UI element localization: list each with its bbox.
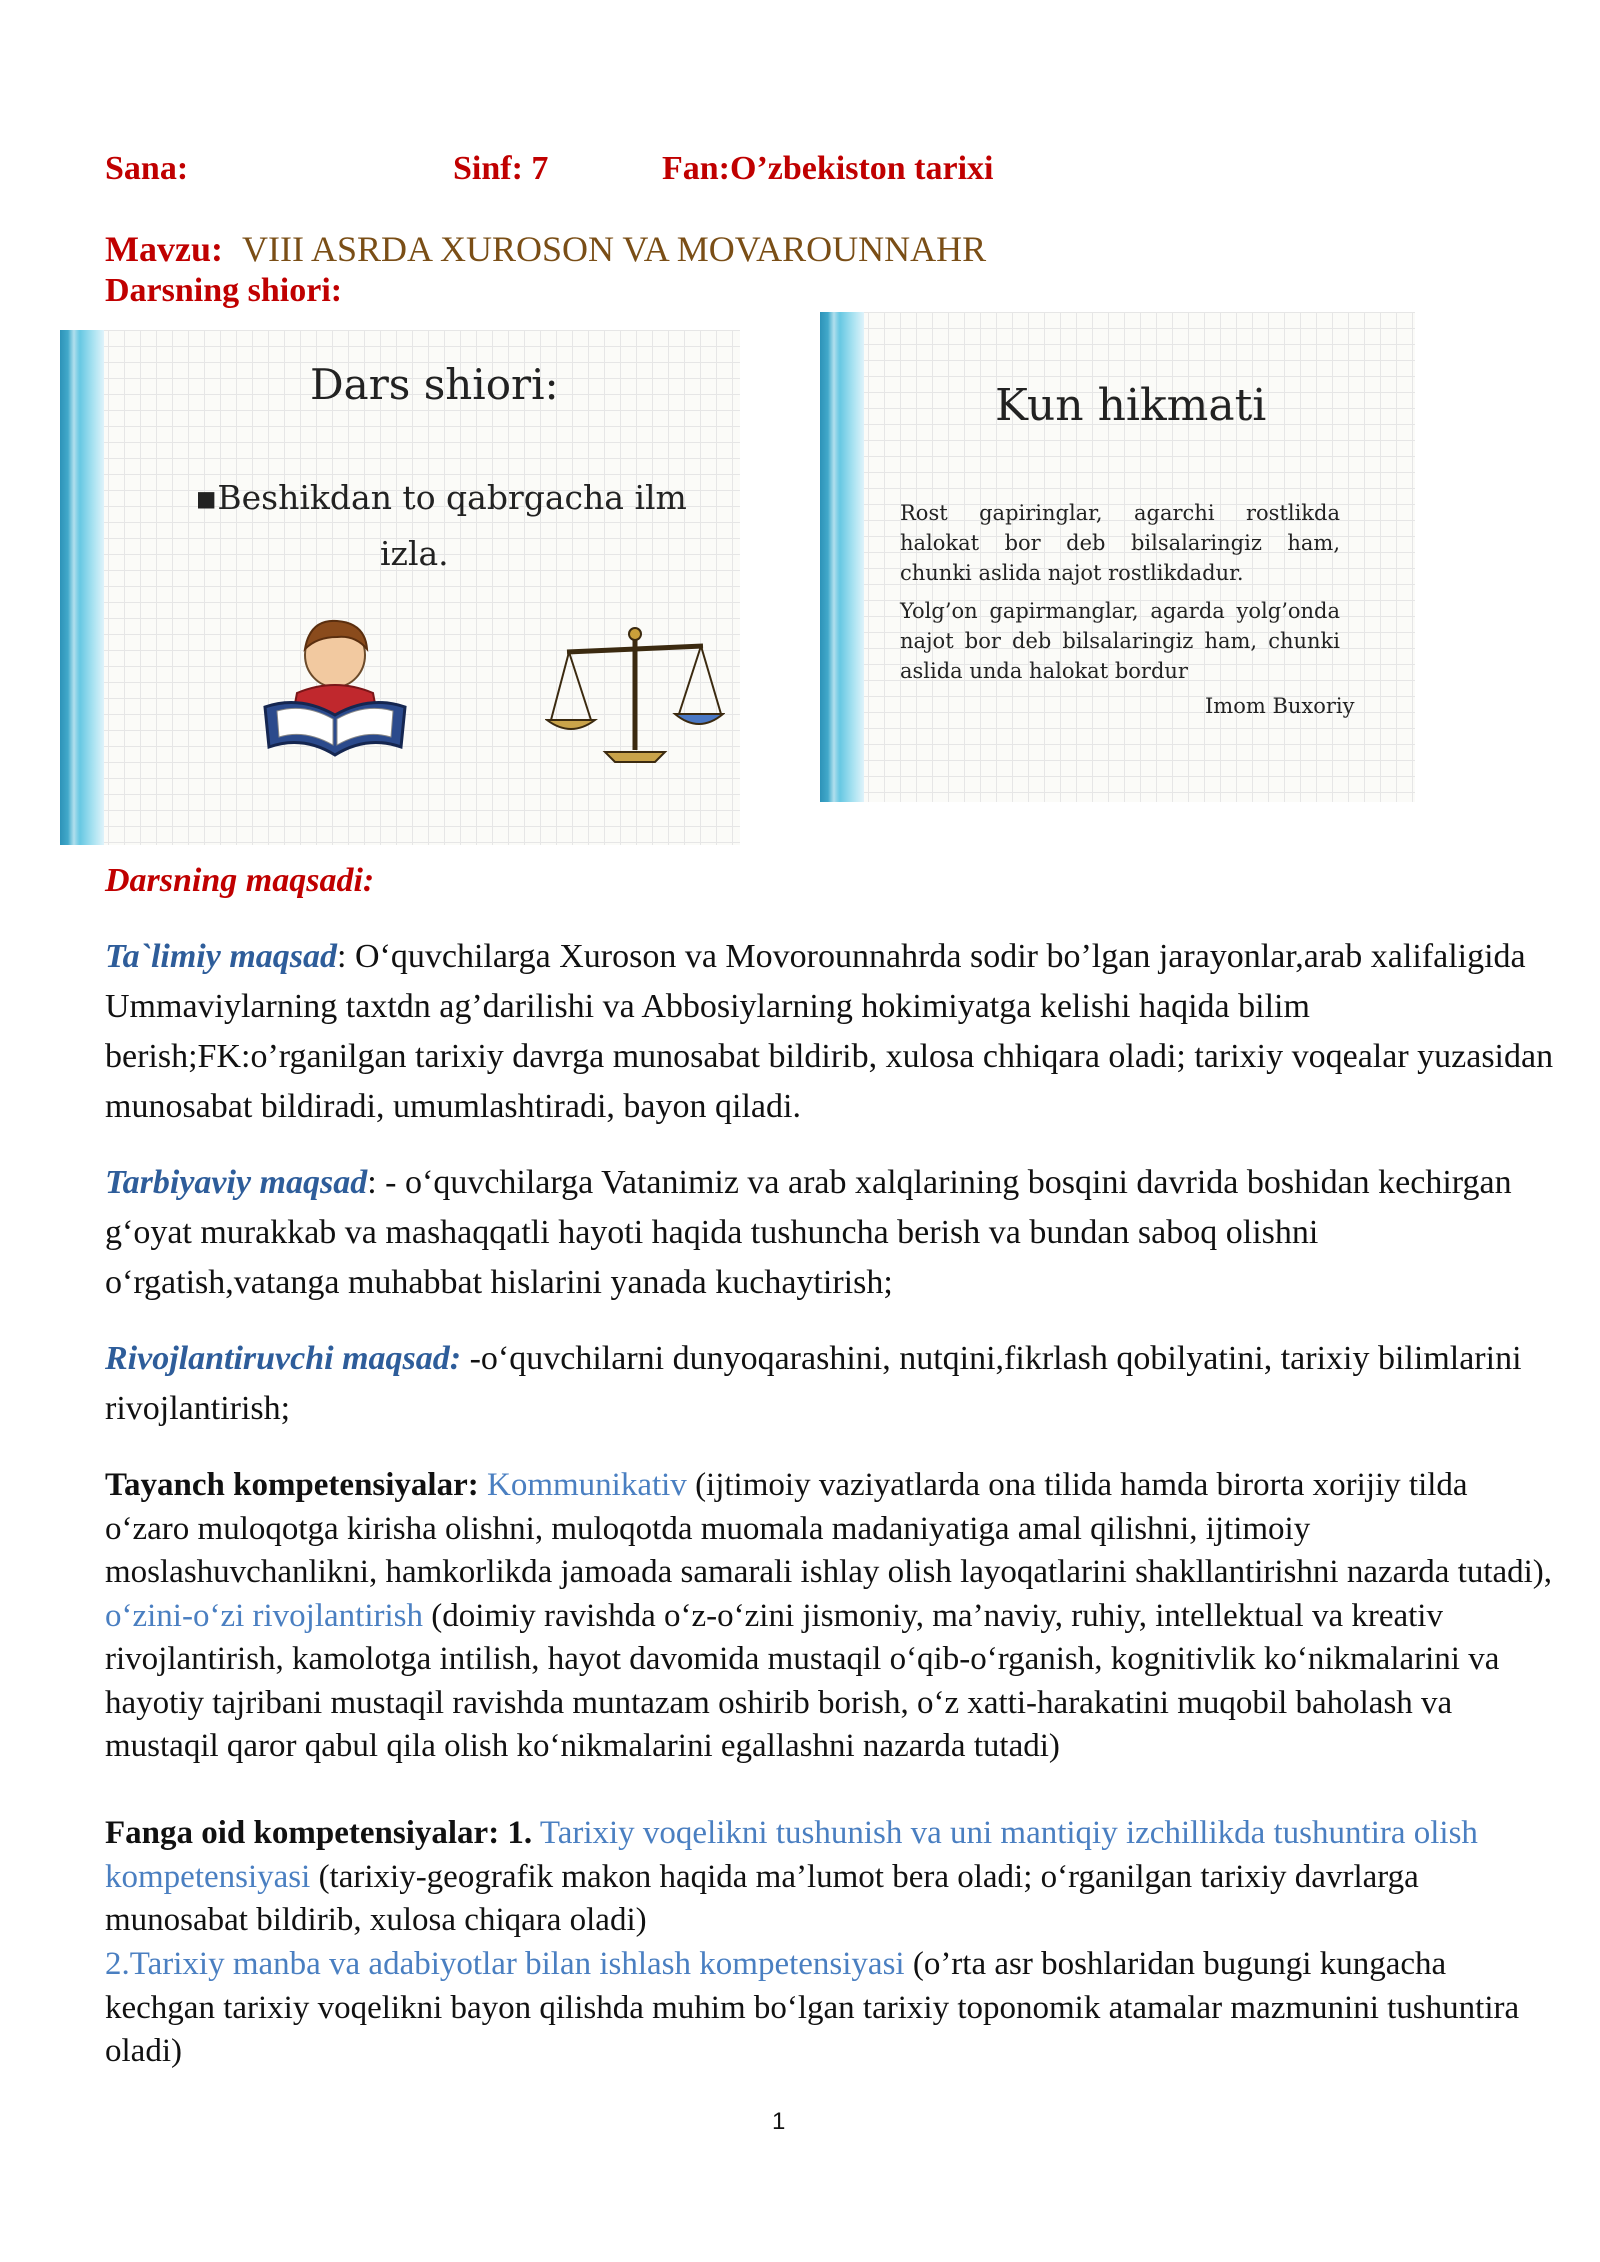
subject-competencies (105, 1812, 1555, 1943)
subject-competency-2: 2.Tarixiy manba va adabiyotlar bilan ishlash kompetensiyasi (105, 1946, 905, 1982)
scales-icon (545, 620, 725, 770)
topic-line (105, 228, 986, 270)
upbringing-goal (105, 1158, 1555, 1308)
page-number: 1 (772, 2108, 786, 2135)
key-competencies-label: Tayanch kompetensiyalar: (105, 1467, 479, 1503)
subject-competency-2-block (105, 1943, 1555, 2074)
wisdom-author: Imom Buxoriy (1205, 694, 1355, 718)
subject-competency-2-text: (o’rta asr boshlaridan bugungi kungacha kechgan tarixiy voqelikni bayon qilishda muhim bo‘lgan tarixiy toponomik atamalar mazmunini tushuntira oladi) (105, 1946, 1520, 2069)
subject-label: Fan:O’zbekiston tarixi (662, 150, 994, 187)
wisdom-quote-1: Rost gapiringlar, agarchi rostlikda halokat bor deb bilsalaringiz ham, chunki aslida najot rostlikdadur. (900, 501, 1340, 585)
slide-bullet: ▪Beshikdan to qabrgacha ilm (195, 478, 687, 517)
wisdom-quote-2: Yolg’on gapirmanglar, agarda yolg’onda najot bor deb bilsalaringiz ham, chunki aslida unda halokat bordur (900, 599, 1340, 683)
motto-heading: Darsning shiori: (105, 272, 343, 309)
slide-title: Dars shiori: (310, 360, 559, 409)
bullet-icon: ▪ (195, 478, 218, 517)
slide-accent-bar (60, 330, 104, 845)
topic-label: Mavzu: (105, 229, 223, 269)
slide-bullet-cont: izla. (380, 534, 449, 573)
topic-value: VIII ASRDA XUROSON VA MOVAROUNNAHR (241, 229, 987, 269)
reading-boy-icon (255, 615, 415, 765)
developmental-goal (105, 1334, 1555, 1434)
upbringing-goal-text: : - o‘quvchilarga Vatanimiz va arab xalqlarining bosqini davrida boshidan kechirgan g‘oyat murakkab va mashaqqatli hayoti haqida tushuncha berish va bundan saboq olishni o‘rgatish,vatanga muhabbat hislarini yanada kuchaytirish; (105, 1164, 1512, 1301)
date-label: Sana: (105, 150, 189, 187)
grade-label: Sinf: 7 (453, 150, 549, 187)
communicative-text: (ijtimoiy vaziyatlarda ona tilida hamda birorta xorijiy tilda o‘zaro muloqotga kirisha olishni, muloqotda muomala madaniyatiga amal qilishni, ijtimoiy moslashuvchanlikni, hamkorlikda jamoada samarali ishlay olish layoqatlarini shakllantirishni nazarda tutadi), (105, 1467, 1553, 1590)
self-dev-term: o‘zini-o‘zi rivojlantirish (105, 1597, 423, 1634)
developmental-goal-label: Rivojlantiruvchi maqsad: (105, 1340, 462, 1377)
educational-goal-text: : O‘quvchilarga Xuroson va Movorounnahrda sodir bo’lgan jarayonlar,arab xalifaligida Ummaviylarning taxtdn ag’darilishi va Abbosiylarning hokimiyatga kelishi haqida bilim berish;FK:o’rganilgan tarixiy davrga munosabat bildirib, xulosa chhiqara oladi; tarixiy voqealar yuzasidan munosabat bildiradi, umumlashtiradi, bayon qiladi. (105, 938, 1554, 1125)
goals-heading: Darsning maqsadi: (105, 862, 375, 899)
educational-goal-label: Ta`limiy maqsad (105, 938, 338, 975)
subject-competency-1-text: (tarixiy-geografik makon haqida ma’lumot bera oladi; o‘rganilgan tarixiy davrlarga munosabat bildirib, xulosa chiqara oladi) (105, 1858, 1419, 1938)
educational-goal (105, 932, 1555, 1132)
motto-slide (60, 330, 740, 845)
subject-competency-1: Tarixiy voqelikni tushunish va uni mantiqiy izchillikda tushuntira olish kompetensiyasi (105, 1815, 1478, 1895)
key-competencies (105, 1464, 1555, 1769)
slide-accent-bar (820, 312, 864, 802)
self-dev-text: (doimiy ravishda o‘z-o‘zini jismoniy, ma’naviy, ruhiy, intellektual va kreativ rivojlantirish, kamolotga intilish, hayot davomida mustaqil o‘qib-o‘rganish, kognitivlik ko‘nikmalarini va hayotiy tajribani mustaqil ravishda muntazam oshirib borish, o‘z xatti-harakatini muqobil baholash va mustaqil qaror qabul qila olish ko‘nikmalarini egallashni nazarda tutadi) (105, 1597, 1500, 1764)
wisdom-slide (820, 312, 1415, 802)
subject-competencies-label: Fanga oid kompetensiyalar: 1. (105, 1815, 533, 1851)
developmental-goal-text: -o‘quvchilarni dunyoqarashini, nutqini,fikrlash qobilyatini, tarixiy bilimlarini rivojlantirish; (105, 1340, 1522, 1427)
upbringing-goal-label: Tarbiyaviy maqsad (105, 1164, 368, 1201)
communicative-term: Kommunikativ (486, 1467, 687, 1503)
slide-title: Kun hikmati (995, 380, 1267, 431)
